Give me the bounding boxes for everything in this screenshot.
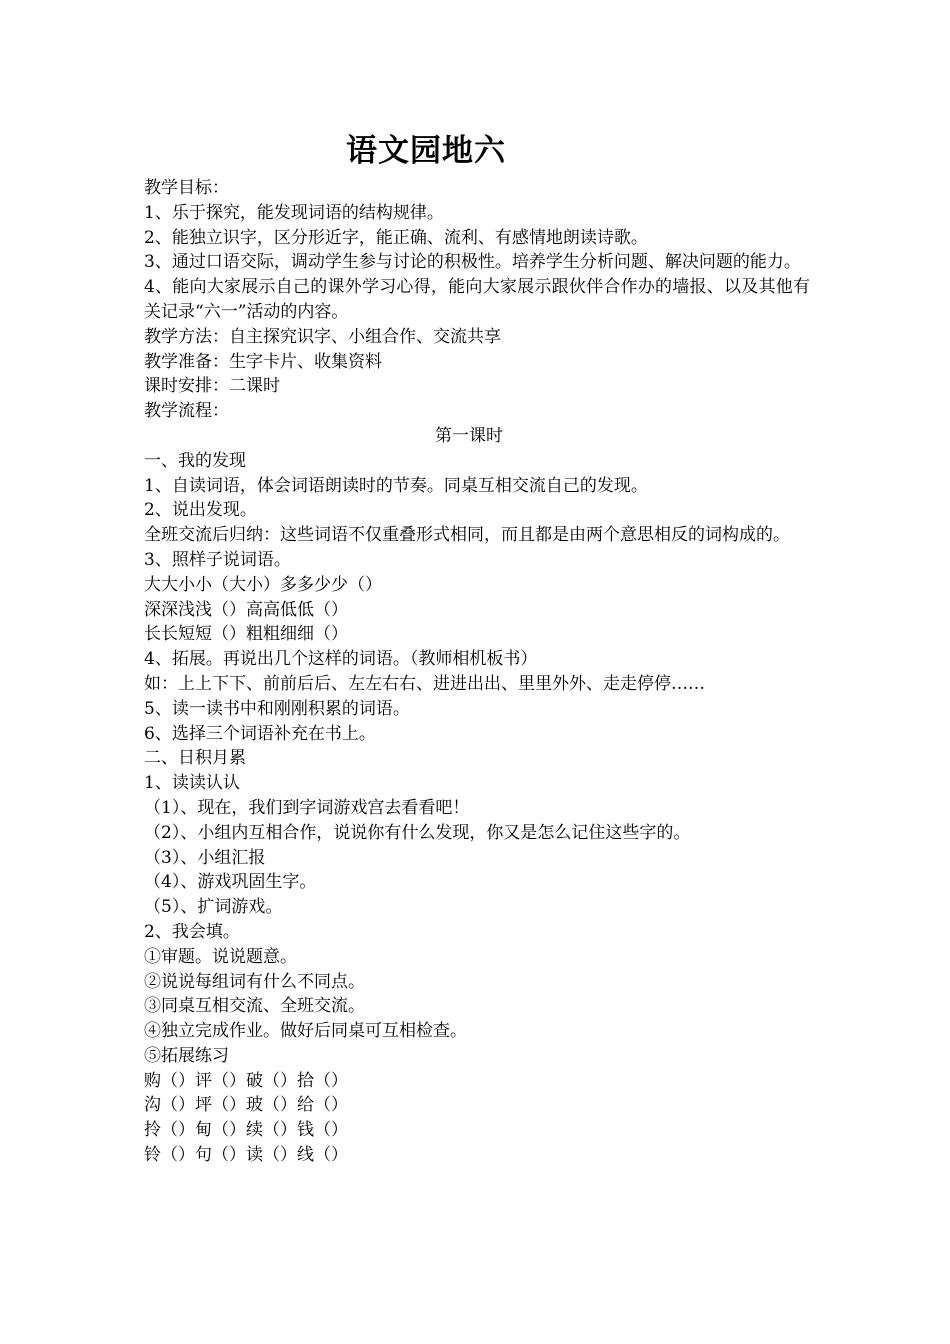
text-line: 二、日积月累	[144, 748, 246, 769]
text-line: 购（）评（）破（）拾（）	[144, 1070, 348, 1091]
text-line: 2、能独立识字，区分形近字，能正确、流利、有感情地朗读诗歌。	[144, 227, 648, 248]
text-line: 1、自读词语，体会词语朗读时的节奏。同桌互相交流自己的发现。	[144, 475, 648, 496]
text-line: 如：上上下下、前前后后、左左右右、进进出出、里里外外、走走停停……	[144, 673, 705, 694]
text-line: 1、读读认认	[144, 773, 240, 794]
text-line: 1、乐于探究，能发现词语的结构规律。	[144, 202, 444, 223]
text-line: 长长短短（）粗粗细细（）	[144, 624, 348, 645]
document-body	[144, 176, 810, 1168]
text-line: 4、能向大家展示自己的课外学习心得，能向大家展示跟伙伴合作办的墙报、以及其他有关记录“六一”活动的内容。	[144, 277, 810, 322]
section-heading: 第一课时	[435, 425, 503, 446]
text-line: 5、读一读书中和刚刚积累的词语。	[144, 698, 410, 719]
text-line: ⑤拓展练习	[144, 1045, 229, 1066]
text-line: 教学准备：生字卡片、收集资料	[144, 351, 382, 372]
text-line: 沟（）坪（）玻（）给（）	[144, 1095, 348, 1116]
text-line: ④独立完成作业。做好后同桌可互相检查。	[144, 1021, 467, 1042]
text-line: 拎（）甸（）续（）钱（）	[144, 1120, 348, 1141]
text-line: （1）、现在，我们到字词游戏宫去看看吧！	[144, 797, 470, 818]
text-line: 4、拓展。再说出几个这样的词语。（教师相机板书）	[144, 649, 538, 670]
text-line: 教学流程：	[144, 401, 229, 422]
text-line: ①审题。说说题意。	[144, 946, 297, 967]
text-line: 全班交流后归纳：这些词语不仅重叠形式相同，而且都是由两个意思相反的词构成的。	[144, 525, 790, 546]
text-line: 教学方法：自主探究识字、小组合作、交流共享	[144, 326, 501, 347]
text-line: 6、选择三个词语补充在书上。	[144, 723, 376, 744]
text-line: （5）、扩词游戏。	[144, 897, 283, 918]
text-line: 铃（）句（）读（）线（）	[144, 1145, 348, 1166]
text-line: 3、通过口语交际，调动学生参与讨论的积极性。培养学生分析问题、解决问题的能力。	[144, 252, 801, 273]
text-line: 一、我的发现	[144, 450, 246, 471]
text-line: （3）、小组汇报	[144, 847, 266, 868]
text-line: 2、我会填。	[144, 921, 240, 942]
text-line: 课时安排：二课时	[144, 376, 280, 397]
text-line: ②说说每组词有什么不同点。	[144, 971, 365, 992]
text-line: 大大小小（大小）多多少少（）	[144, 574, 382, 595]
text-line: 深深浅浅（）高高低低（）	[144, 599, 348, 620]
document-title: 语文园地六	[346, 133, 506, 169]
text-line: （4）、游戏巩固生字。	[144, 872, 317, 893]
text-line: 3、照样子说词语。	[144, 549, 291, 570]
text-line: （2）、小组内互相合作，说说你有什么发现，你又是怎么记住这些字的。	[144, 822, 691, 843]
text-line: 2、说出发现。	[144, 500, 257, 521]
text-line: 教学目标：	[144, 178, 229, 198]
text-line: ③同桌互相交流、全班交流。	[144, 996, 365, 1017]
